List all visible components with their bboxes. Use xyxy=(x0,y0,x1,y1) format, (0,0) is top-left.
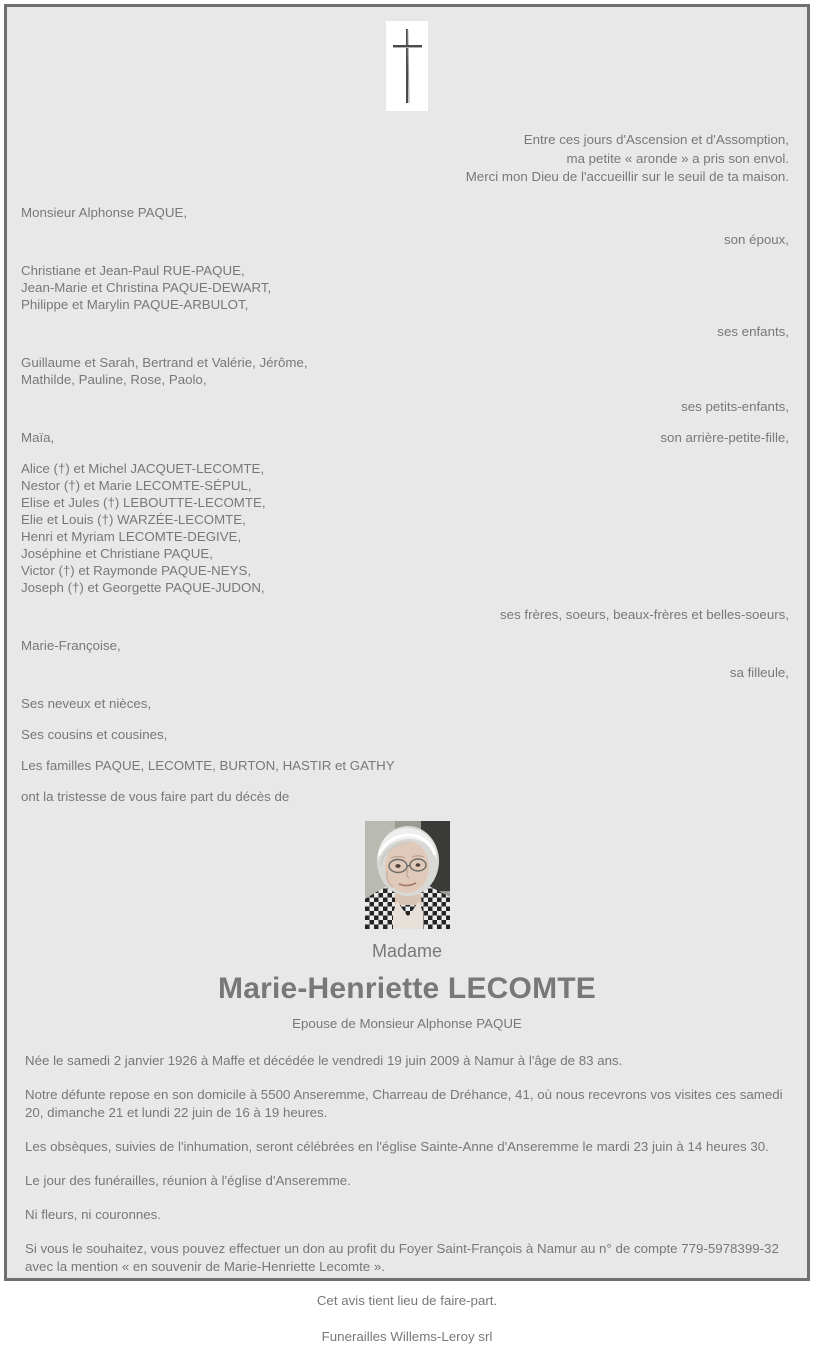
detail-paragraph-donation: Si vous le souhaitez, vous pouvez effectuer un don au profit du Foyer Saint-François à Namur au n° de compte 779-5978399-32 avec la mention « en souvenir de Marie-Henriette Lecomte ». xyxy=(25,1240,779,1274)
deceased-spouse-of: Epouse de Monsieur Alphonse PAQUE xyxy=(292,1015,522,1031)
extended-line: Ses cousins et cousines, xyxy=(21,726,168,742)
family-name-line: Philippe et Marylin PAQUE-ARBULOT, xyxy=(21,296,249,312)
family-name-line: Henri et Myriam LECOMTE-DEGIVE, xyxy=(21,528,242,544)
notice-statement: Cet avis tient lieu de faire-part. xyxy=(316,1292,498,1308)
family-names xyxy=(21,460,793,596)
family-group-spouse xyxy=(21,204,793,248)
family-group-children xyxy=(21,262,793,340)
epigraph-line: Merci mon Dieu de l'accueillir sur le seuil de ta maison. xyxy=(465,169,789,184)
cross-image-card xyxy=(386,21,428,111)
family-name-line: Nestor (†) et Marie LECOMTE-SÉPUL, xyxy=(21,477,252,493)
detail-paragraph: Née le samedi 2 janvier 1926 à Maffe et décédée le vendredi 19 juin 2009 à Namur à l'âge de 83 ans. xyxy=(25,1052,623,1068)
family-list xyxy=(21,204,793,805)
family-name-line: Marie-Françoise, xyxy=(21,637,121,653)
family-name-line: Alice (†) et Michel JACQUET-LECOMTE, xyxy=(21,460,265,476)
detail-paragraph: Les obsèques, suivies de l'inhumation, seront célébrées en l'église Sainte-Anne d'Anseremme le mardi 23 juin à 14 heures 30. xyxy=(25,1138,769,1154)
family-name-line: Elise et Jules (†) LEBOUTTE-LECOMTE, xyxy=(21,494,266,510)
deceased-name: Marie-Henriette LECOMTE xyxy=(218,971,596,1005)
family-group-goddaughter xyxy=(21,637,793,681)
cross-icon xyxy=(386,21,428,111)
funeral-home: Funerailles Willems-Leroy srl xyxy=(321,1328,493,1344)
detail-paragraph: Le jour des funérailles, réunion à l'église d'Anseremme. xyxy=(25,1172,351,1188)
family-name-line: Elie et Louis (†) WARZÉE-LECOMTE, xyxy=(21,511,246,527)
epigraph-line: Entre ces jours d'Ascension et d'Assomption, xyxy=(523,132,789,147)
family-names xyxy=(21,204,187,221)
portrait-image xyxy=(365,821,450,929)
announcement-content xyxy=(7,7,807,1344)
relation-label: ses enfants, xyxy=(717,323,789,339)
family-group-grandchildren xyxy=(21,354,793,415)
family-name-line: Monsieur Alphonse PAQUE, xyxy=(21,204,188,220)
deceased-title: Madame xyxy=(371,940,443,961)
family-names xyxy=(21,262,793,313)
relation-label: ses frères, soeurs, beaux-frères et belles-soeurs, xyxy=(500,606,789,622)
detail-paragraph: Notre défunte repose en son domicile à 5500 Anseremme, Charreau de Dréhance, 41, où nous recevrons vos visites ces samedi 20, dimanche 21 et lundi 22 juin de 16 à 19 heures. xyxy=(25,1086,783,1120)
family-name-line: Victor (†) et Raymonde PAQUE-NEYS, xyxy=(21,562,252,578)
details-section xyxy=(21,1052,793,1346)
relation-label: son arrière-petite-fille, xyxy=(660,429,789,445)
family-group-great-granddaughter xyxy=(21,429,793,446)
family-name-line: Christiane et Jean-Paul RUE-PAQUE, xyxy=(21,262,245,278)
emblem-container xyxy=(21,7,793,111)
relation-label: ses petits-enfants, xyxy=(681,398,789,414)
relation-label: sa filleule, xyxy=(729,664,789,680)
relation-label: son époux, xyxy=(723,231,789,247)
family-name-line: Joseph (†) et Georgette PAQUE-JUDON, xyxy=(21,579,265,595)
family-name-line: Mathilde, Pauline, Rose, Paolo, xyxy=(21,371,207,387)
extended-line: Ses neveux et nièces, xyxy=(21,695,152,711)
detail-paragraph: Ni fleurs, ni couronnes. xyxy=(25,1206,161,1222)
epigraph xyxy=(21,131,793,187)
extended-line: Les familles PAQUE, LECOMTE, BURTON, HASTIR et GATHY xyxy=(21,757,395,773)
family-group-siblings xyxy=(21,460,793,623)
announcement-intro: ont la tristesse de vous faire part du décès de xyxy=(21,788,290,804)
family-name-line: Guillaume et Sarah, Bertrand et Valérie, Jérôme, xyxy=(21,354,308,370)
family-names xyxy=(21,637,793,654)
portrait-container xyxy=(21,821,793,929)
deceased-photo xyxy=(365,821,450,929)
family-names xyxy=(21,429,54,446)
family-name-line: Jean-Marie et Christina PAQUE-DEWART, xyxy=(21,279,272,295)
announcement-frame xyxy=(4,4,810,1344)
family-name-line: Maïa, xyxy=(21,429,55,445)
family-name-line: Joséphine et Christiane PAQUE, xyxy=(21,545,213,561)
family-names xyxy=(21,354,793,388)
epigraph-line: ma petite « aronde » a pris son envol. xyxy=(566,150,789,166)
